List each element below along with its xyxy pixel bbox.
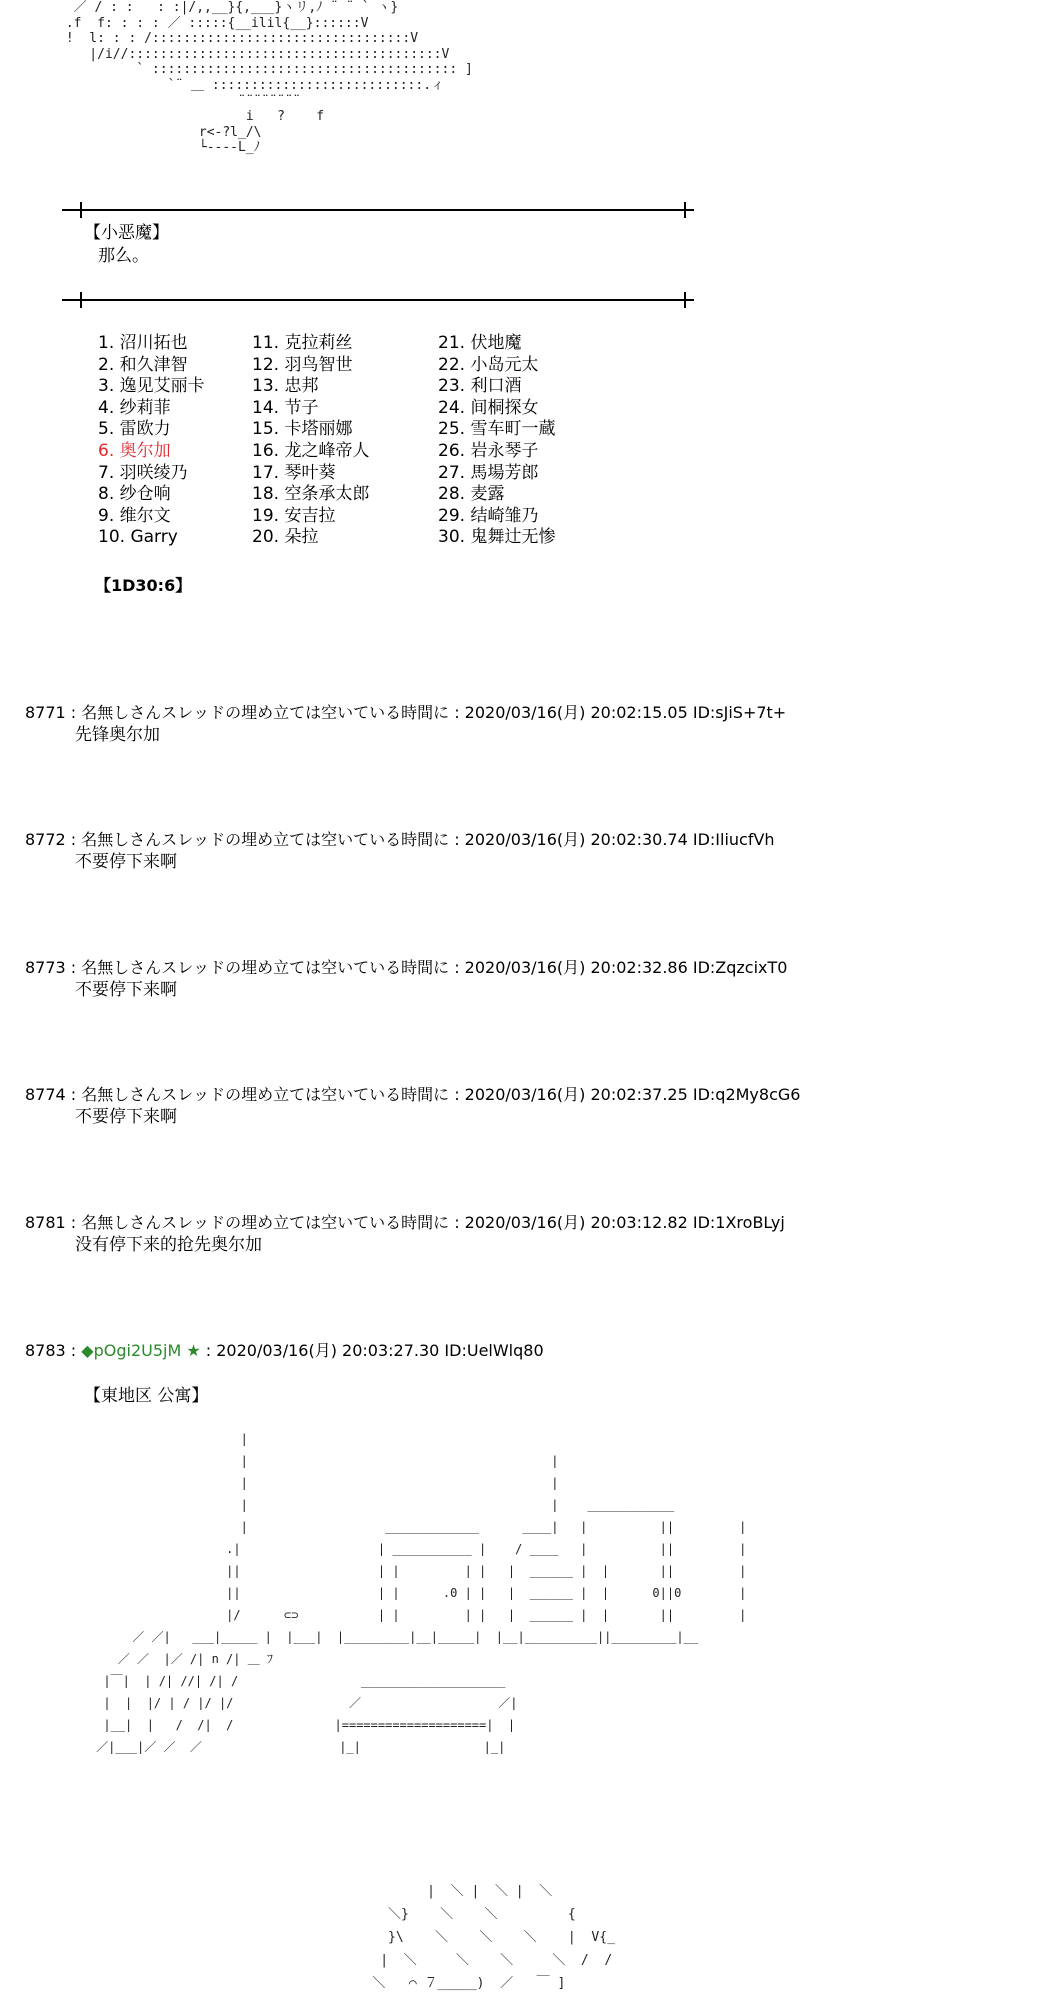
roster-item: 11. 克拉莉丝 <box>252 333 353 353</box>
post-header: 8774 : 名無しさんスレッドの埋め立ては空いている時間に : 2020/03/16(月) 20:02:37.25 ID:q2My8cG6 <box>25 1085 801 1104</box>
roster-item: 4. 纱莉菲 <box>98 397 171 418</box>
roster-item-selected: 6. 奥尔加 <box>98 440 171 461</box>
dice-result: 【1D30:6】 <box>95 576 192 595</box>
roster-item: 30. 鬼舞辻无惨 <box>438 527 556 548</box>
roster-item: 12. 羽鸟智世 <box>252 354 353 375</box>
roster-item: 9. 维尔文 <box>98 505 171 526</box>
roster-item: 13. 忠邦 <box>252 376 319 397</box>
ascii-art-room: | | | | | | | ____________ | _____________ ____| | || | .| | ___________ | / ____ | || | || | | | | | ______ | | || | || | | .0 | | | ______ | | 0||0 | |/ ⊂⊃ | | | | | ______ | | || | ／ ／| ___|_____ | |___| |_________|__|_____| |__|__________||_________|__ ／ ／ |／ /| n /| ＿ ﾌ |￣| | /| //| /| / ____________________ | | |/ | / |/ |/ ／ ／| |__| | / /| / |====================| | ／|___|／ ／ ／ |_| |_| <box>96 1432 747 1754</box>
roster-item: 2. 和久津智 <box>98 354 188 375</box>
ascii-art-bottom: | ＼ | ＼ | ＼ ＼} ＼ ＼ { }\ ＼ ＼ ＼ | V{_ | ＼ ＼ ＼ ＼ / / ＼ ⌒ ７_____) ／ ￣ ] <box>372 1884 615 1991</box>
divider-cap <box>80 202 82 218</box>
divider-bottom <box>62 299 694 301</box>
post-body: 没有停下来的抢先奥尔加 <box>75 1235 262 1255</box>
speaker-line: 那么。 <box>98 246 149 266</box>
divider-cap <box>684 202 686 218</box>
post-header: 8781 : 名無しさんスレッドの埋め立ては空いている時間に : 2020/03/16(月) 20:03:12.82 ID:1XroBLyj <box>25 1213 785 1232</box>
roster-column-1 <box>98 333 205 549</box>
post-header: 8772 : 名無しさんスレッドの埋め立ては空いている時間に : 2020/03/16(月) 20:02:30.74 ID:IliucfVh <box>25 830 775 849</box>
roster-item: 27. 馬場芳郎 <box>438 462 539 483</box>
roster-item: 19. 安吉拉 <box>252 505 336 526</box>
roster-item: 21. 伏地魔 <box>438 333 522 353</box>
location-label: 【東地区 公寓】 <box>84 1386 209 1406</box>
post-number: 8783 : <box>25 1341 82 1360</box>
roster-item: 24. 间桐探女 <box>438 397 539 418</box>
roster-item: 10. Garry <box>98 527 178 548</box>
roster-item: 15. 卡塔丽娜 <box>252 419 353 440</box>
post-body: 不要停下来啊 <box>75 852 177 872</box>
op-post-header <box>25 1340 544 1362</box>
ascii-art-top: ／ / : : : :|/,,__}{,___}ヽリ,ﾉ ¨ ¨ ` ヽ} .f f: : : : ／ :::::{__ilil{__}::::::V ! l: : : /:::::::::::::::::::::::::::::::::V |/i//::::::::::::::::::::::::::::::::::::::::V ` ::::::::::::::::::::::::::::::::::::::: ] `¨ ＿ :::::::::::::::::::::::::::.ィ ¨¨¨¨¨¨¨¨ i ? f r<-?l_/\ └----L_ﾉ <box>65 0 473 156</box>
roster-column-2 <box>252 333 369 549</box>
divider-top <box>62 209 694 211</box>
post-body: 不要停下来啊 <box>75 980 177 1000</box>
roster-item: 14. 节子 <box>252 397 319 418</box>
roster-item: 5. 雷欧力 <box>98 419 171 440</box>
roster-item: 25. 雪车町一蔵 <box>438 419 556 440</box>
post-header: 8771 : 名無しさんスレッドの埋め立ては空いている時間に : 2020/03/16(月) 20:02:15.05 ID:sJiS+7t+ <box>25 703 787 722</box>
post-body: 先锋奥尔加 <box>75 725 160 745</box>
post-header: 8773 : 名無しさんスレッドの埋め立ては空いている時間に : 2020/03/16(月) 20:02:32.86 ID:ZqzcixT0 <box>25 958 788 977</box>
roster-item: 28. 麦露 <box>438 484 505 505</box>
roster-item: 18. 空条承太郎 <box>252 484 370 505</box>
post-meta: : 2020/03/16(月) 20:03:27.30 ID:UelWlq80 <box>200 1341 544 1360</box>
divider-cap <box>684 292 686 308</box>
roster-item: 22. 小岛元太 <box>438 354 539 375</box>
roster-item: 17. 琴叶葵 <box>252 462 336 483</box>
roster-item: 7. 羽咲绫乃 <box>98 462 188 483</box>
tripcode: ◆pOgi2U5jM ★ <box>81 1341 201 1360</box>
roster-item: 1. 沼川拓也 <box>98 333 188 353</box>
roster-item: 8. 纱仓响 <box>98 484 171 505</box>
roster-column-3 <box>438 333 555 549</box>
roster-item: 29. 结崎雏乃 <box>438 505 539 526</box>
roster-item: 3. 逸见艾丽卡 <box>98 376 205 397</box>
post-body: 不要停下来啊 <box>75 1107 177 1127</box>
speaker-name: 【小恶魔】 <box>84 223 169 243</box>
roster-item: 20. 朵拉 <box>252 527 319 548</box>
roster-item: 16. 龙之峰帝人 <box>252 440 370 461</box>
roster-item: 26. 岩永琴子 <box>438 440 539 461</box>
divider-cap <box>80 292 82 308</box>
roster-item: 23. 利口酒 <box>438 376 522 397</box>
